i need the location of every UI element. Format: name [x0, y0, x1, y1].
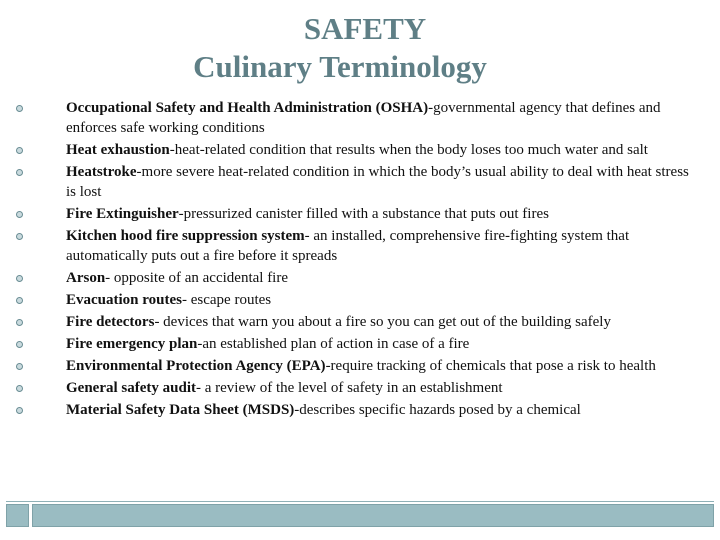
term: Evacuation routes: [66, 292, 182, 308]
definition: - an installed, comprehensive fire-fighting system that automatically puts out a fire before it spreads: [66, 228, 630, 264]
list-item: [16, 140, 691, 160]
footer-square: [6, 504, 29, 527]
definition: -describes specific hazards posed by a chemical: [294, 402, 581, 418]
term: Heat exhaustion: [66, 142, 170, 158]
definition: - escape routes: [181, 292, 272, 308]
title-line-2: Culinary Terminology: [193, 49, 487, 84]
term-list: [16, 98, 691, 422]
definition: -governmental agency that defines and enforces safe working conditions: [66, 100, 661, 136]
bullet-icon: [16, 233, 23, 240]
footer-divider: [6, 501, 714, 502]
list-item: [16, 290, 691, 310]
definition: -heat-related condition that results when the body loses too much water and salt: [169, 142, 648, 158]
term: Occupational Safety and Health Administration (OSHA): [66, 100, 429, 116]
bullet-icon: [16, 319, 23, 326]
bullet-icon: [16, 341, 23, 348]
bullet-icon: [16, 407, 23, 414]
definition: -an established plan of action in case of a fire: [197, 336, 470, 352]
definition: -more severe heat-related condition in which the body’s usual ability to deal with heat stress is lost: [66, 164, 689, 200]
bullet-icon: [16, 211, 23, 218]
bullet-icon: [16, 297, 23, 304]
term: Material Safety Data Sheet (MSDS): [66, 402, 295, 418]
bullet-icon: [16, 147, 23, 154]
definition: - devices that warn you about a fire so you can get out of the building safely: [154, 314, 611, 330]
term: Kitchen hood fire suppression system: [66, 228, 305, 244]
bullet-icon: [16, 275, 23, 282]
list-item: [16, 334, 691, 354]
term: Fire emergency plan: [66, 336, 198, 352]
list-item: [16, 98, 691, 138]
list-item: [16, 162, 691, 202]
term: General safety audit: [66, 380, 196, 396]
bullet-icon: [16, 385, 23, 392]
term: Fire Extinguisher: [66, 206, 179, 222]
list-item: [16, 312, 691, 332]
definition: -require tracking of chemicals that pose a risk to health: [325, 358, 656, 374]
list-item: [16, 204, 691, 224]
definition: -pressurized canister filled with a substance that puts out fires: [178, 206, 549, 222]
term: Arson: [66, 270, 106, 286]
list-item: [16, 226, 691, 266]
term: Environmental Protection Agency (EPA): [66, 358, 326, 374]
bullet-icon: [16, 363, 23, 370]
bullet-icon: [16, 169, 23, 176]
slide-title: [0, 10, 720, 86]
bullet-icon: [16, 105, 23, 112]
definition: - opposite of an accidental fire: [105, 270, 289, 286]
list-item: [16, 356, 691, 376]
list-item: [16, 378, 691, 398]
footer-bar: [32, 504, 714, 527]
list-item: [16, 400, 691, 420]
title-line-1: SAFETY: [303, 11, 427, 46]
term: Heatstroke: [66, 164, 137, 180]
definition: - a review of the level of safety in an establishment: [195, 380, 503, 396]
list-item: [16, 268, 691, 288]
term: Fire detectors: [66, 314, 155, 330]
